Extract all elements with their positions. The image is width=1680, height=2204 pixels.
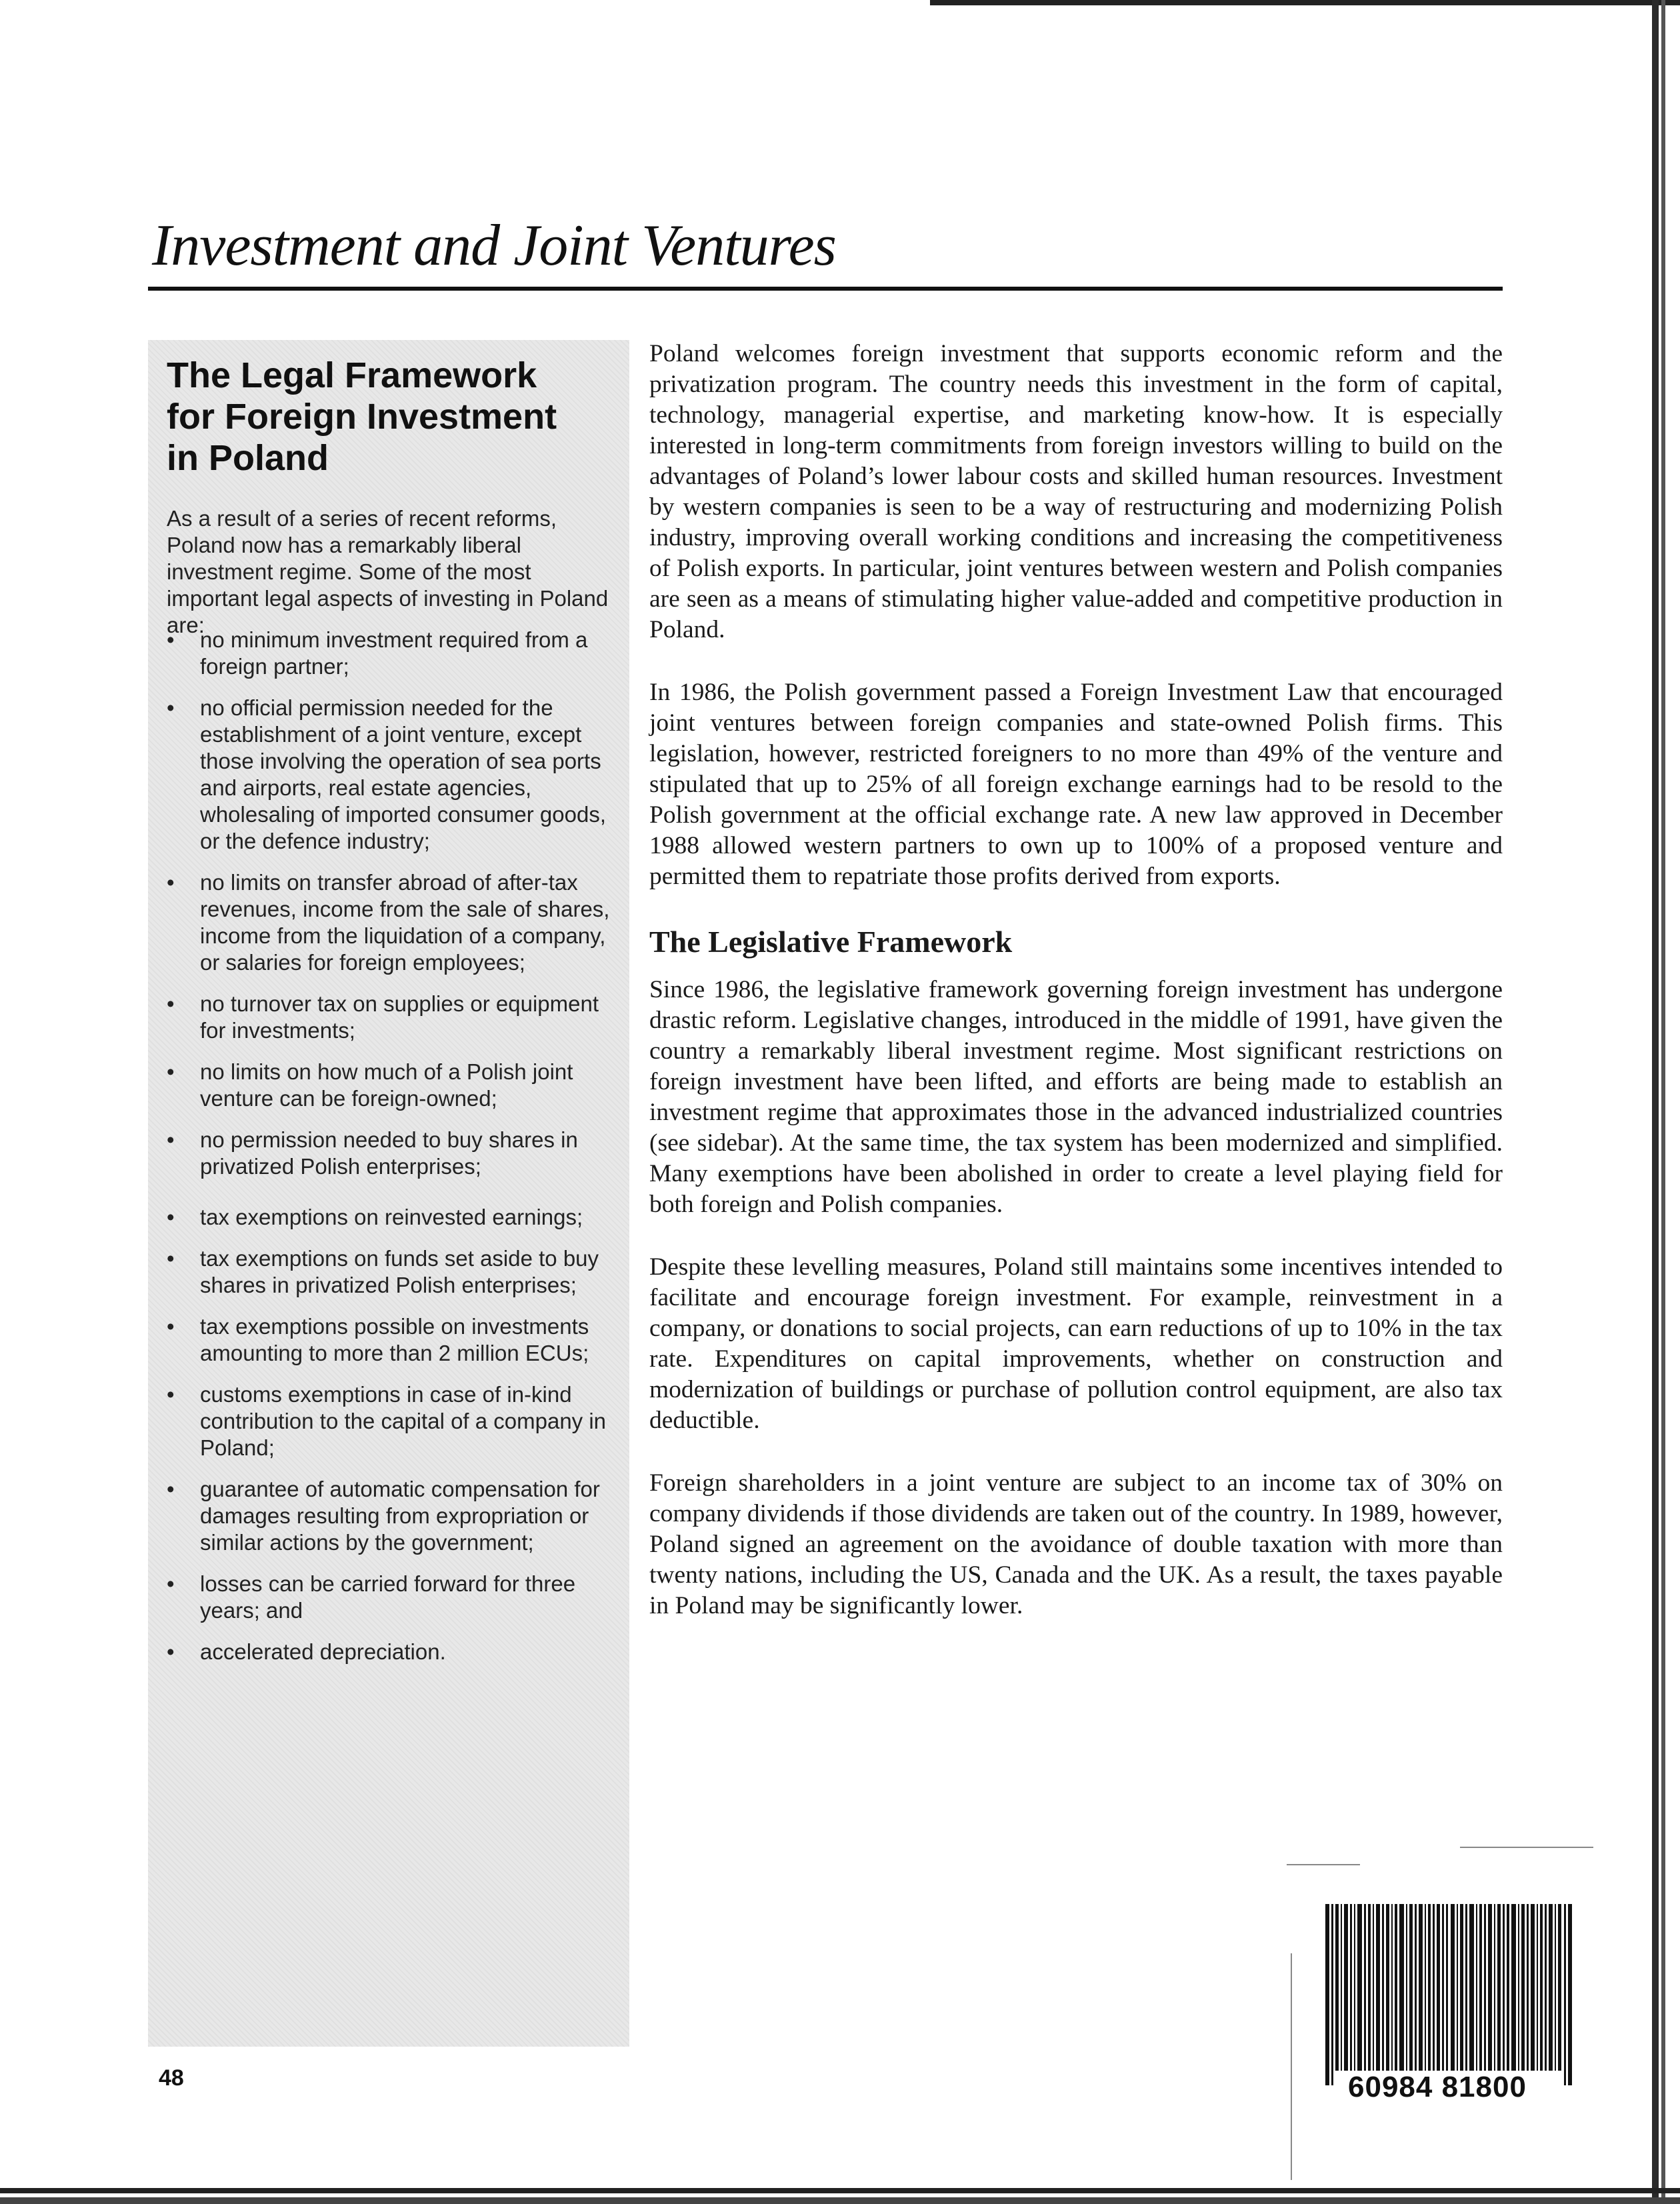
list-item: • losses can be carried forward for three years; and — [164, 1571, 617, 1624]
scan-top-edge — [930, 0, 1680, 5]
list-item: • tax exemptions possible on investments amounting to more than 2 million ECUs; — [164, 1313, 617, 1367]
paragraph-1986-law: In 1986, the Polish government passed a Foreign Investment Law that encouraged joint ventures between foreign companies and state-owned Polish firms. This legislation, however, restricted foreigners to no more than 49% of the venture and stipulated that up to 25% of all foreign exchange earnings had to be resold to the Polish government at the official exchange rate. A new law approved in December 1988 allowed western partners to own up to 100% of a proposed venture and permitted them to repatriate those profits derived from exports. — [649, 679, 1503, 890]
list-item: • tax exemptions on reinvested earnings; — [164, 1204, 617, 1231]
list-item: • customs exemptions in case of in-kind contribution to the capital of a company in Poland; — [164, 1381, 617, 1461]
paragraph-intro: Poland welcomes foreign investment that supports economic reform and the privatization program. The country needs this investment in the form of capital, technology, managerial expertise, and marketing know-how. It is especially interested in long-term commitments from foreign investors willing to build on the advantages of Poland’s lower labour costs and skilled human resources. Investment by western companies is seen to be a way of restructuring and modernizing Polish industry, improving overall working conditions and increasing the competitiveness of Polish exports. In particular, joint ventures between western and Polish companies are seen as a means of stimulating higher value-added and competitive production in Poland. — [649, 340, 1503, 643]
page-number: 48 — [159, 2065, 184, 2091]
list-item: • tax exemptions on funds set aside to buy shares in privatized Polish enterprises; — [164, 1245, 617, 1299]
list-item: • no permission needed to buy shares in privatized Polish enterprises; — [164, 1127, 617, 1180]
list-item: • no minimum investment required from a foreign partner; — [164, 627, 617, 680]
scan-mark — [1287, 1864, 1360, 1865]
barcode — [1325, 1904, 1579, 2085]
sidebar-title-line-1: The Legal Framework — [167, 355, 537, 395]
scan-mark — [1460, 1847, 1593, 1848]
title-rule — [148, 287, 1503, 291]
scan-mark — [1291, 1953, 1292, 2180]
scan-bottom-edge-outer — [0, 2197, 1680, 2204]
sidebar-intro: As a result of a series of recent reforms, Poland now has a remarkably liberal investment regime. Some of the most important legal aspects of investing in Poland are: — [167, 506, 609, 637]
section-heading: The Legislative Framework — [649, 925, 1013, 959]
scan-right-edge — [1652, 0, 1659, 2204]
list-item: • no limits on how much of a Polish joint venture can be foreign-owned; — [164, 1059, 617, 1112]
paragraph-taxation: Foreign shareholders in a joint venture are subject to an income tax of 30% on company dividends if those dividends are taken out of the country. In 1989, however, Poland signed an agreement on the avoidance of double taxation with more than twenty nations, including the US, Canada and the UK. As a result, the taxes payable in Poland may be significantly lower. — [649, 1469, 1503, 1619]
chapter-title: Investment and Joint Ventures — [152, 213, 836, 278]
list-item: • guarantee of automatic compensation for damages resulting from expropriation or similar actions by the government; — [164, 1476, 617, 1556]
list-item: • accelerated depreciation. — [164, 1639, 617, 1665]
sidebar-title-line-2: for Foreign Investment — [167, 397, 557, 437]
scan-bottom-edge — [0, 2188, 1680, 2193]
sidebar-list — [164, 627, 617, 1680]
barcode-number: 60984 81800 — [1348, 2071, 1527, 2103]
scan-right-edge-inner — [1661, 0, 1665, 2204]
list-item: • no limits on transfer abroad of after-tax revenues, income from the sale of shares, income from the liquidation of a company, or salaries for foreign employees; — [164, 869, 617, 976]
sidebar-title — [167, 355, 620, 479]
paragraph-incentives: Despite these levelling measures, Poland still maintains some incentives intended to facilitate and encourage foreign investment. For example, reinvestment in a company, or donations to social projects, can earn reductions of up to 10% in the tax rate. Expenditures on capital improvements, whether on construction and modernization of buildings or purchase of pollution control equipment, are also tax deductible. — [649, 1253, 1503, 1434]
main-column — [649, 339, 1503, 1653]
list-item: • no official permission needed for the establishment of a joint venture, except those involving the operation of sea ports and airports, real estate agencies, wholesaling of imported consumer goods, or the defence industry; — [164, 695, 617, 855]
sidebar-title-line-3: in Poland — [167, 438, 329, 478]
list-item: • no turnover tax on supplies or equipment for investments; — [164, 991, 617, 1044]
paragraph-reform: Since 1986, the legislative framework governing foreign investment has undergone drastic reform. Legislative changes, introduced in the middle of 1991, have given the country a remarkably liberal investment regime. Most significant restrictions on foreign investment have been lifted, and efforts are being made to establish an investment regime that approximates those in the advanced industrialized countries (see sidebar). At the same time, the tax system has been modernized and simplified. Many exemptions have been abolished in order to create a level playing field for both foreign and Polish companies. — [649, 976, 1503, 1218]
